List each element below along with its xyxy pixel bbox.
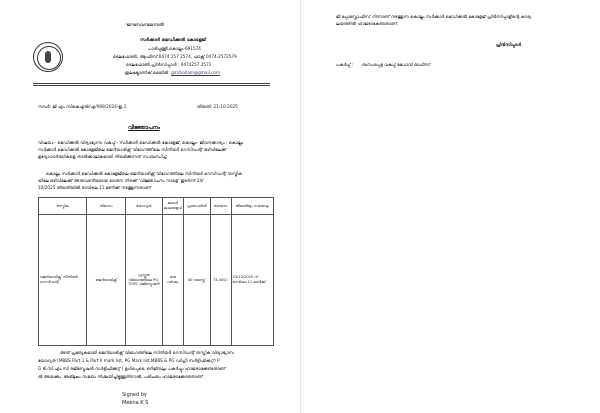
college-name: സർക്കാർ മെഡിക്കൽ കോളേജ് (140, 38, 207, 43)
table-cell-datetime: 24/10/2025 ന് രാവിലെ 11 മണിക്ക് (231, 215, 274, 346)
bottom-line-2: യോഗ്യത (MBBS Part 1 & Part II mark list, PG Mark list,MBBS & PG ഡിഗ്രി സർട്ടിഫിക്കറ്റ്) P (38, 358, 220, 363)
issue-date: തീയതി: 21-10-2025 (197, 104, 238, 109)
table-cell-age: 40 വയസ്സ് (183, 215, 210, 346)
bottom-line-1: അത് പ്രത്യേകമായി ജെറിയാട്രിക്സ് വിഭാഗത്തിലെ സീനിയർ റെസിഡന്റ് തസ്തിക വിദ്യാഭ്യാസ (60, 350, 235, 355)
table-header: തീയതിയും സമയവും (231, 198, 274, 215)
principal-label: പ്രിൻസിപ്പാൾ (496, 42, 522, 47)
intro-line-1: കൊല്ലം സർക്കാർ മെഡിക്കൽ കോളേജിലെ ജെറിയാട്രിക്സ് വിഭാഗത്തിലെ സീനിയർ റെസിഡന്റ് തസ്തിക (46, 171, 243, 176)
reference-number: നമ്പർ: ജി എം സികെഎൽ/എ/908/2024-ഇ 2 (38, 104, 127, 109)
college-emblem-icon (33, 42, 63, 72)
table-header: തസ്തിക (39, 198, 87, 215)
table-row (39, 215, 274, 346)
table-header: കരാർ കാലയളവ് (162, 198, 183, 215)
signed-by-label: Signed by (122, 392, 147, 398)
bottom-line-4: ൽ അയക്കും. അഭിമുഖം സമയം നിശ്ചയിച്ചിട്ടുള്ളതിനാൽ, പരിചയം ഹാജരാക്കേണ്ടതാണ്. (38, 374, 205, 379)
copy-to-label: പകർപ്പ് : (336, 62, 354, 67)
college-address: പാരിപ്പള്ളി,കൊല്ലം-691574 (148, 46, 201, 51)
email-label: ഇലക്ട്രോണിക് മെയിൽ: (125, 70, 170, 75)
table-header-row (39, 198, 274, 215)
intro-line-2: യിലേ ഒഴിവിലേക്ക് അനുവദനീയമായ വേതന നിരക്ക് 'വിജ്ഞാപനം നാളെ' തുടർന്ന് 24/ (38, 178, 204, 183)
table-header: വിഭാഗം (87, 198, 126, 215)
subject-line-1: വിഷയം:- മെഡിക്കൽ വിദ്യാഭ്യാസ വകുപ്പ് - സർക്കാർ മെഡിക്കൽ കോളേജ്, കൊല്ലം- ജീവനക്കാര്യം - കൊല്ലം (38, 140, 244, 145)
signer-name: Meena K S (122, 400, 149, 406)
subject-line-2: സർക്കാർ മെഡിക്കൽ കോളേജിലെ ജെറിയാട്രിക്സ് വിഭാഗത്തിലെ സീനിയർ റെസിഡന്റ് ഒഴിവിലേക്ക് (38, 147, 227, 152)
table-cell-dept: ജെറിയാട്രിക്സ് (87, 215, 126, 346)
right-line-1: ജി പ്പോസ്റ്റോഫീസ് നിന്നാണ് നടത്തുന്ന കൊല്ലം സർക്കാർ മെഡിക്കൽ കോളേജ് പ്രിൻസിപ്പാളിന്റെ കാര്യ (336, 14, 532, 19)
header-rule (33, 83, 270, 84)
table-header: വേതനം (210, 198, 231, 215)
table-header: യോഗ്യത (125, 198, 162, 215)
table-cell-salary: 73,500/- (210, 215, 231, 346)
table-header: പ്രായപരിധി (183, 198, 210, 215)
notice-heading: വിജ്ഞാപനം (128, 125, 160, 131)
subject-line-3: ഉദ്യോഗാർത്ഥികളെ താൽക്കാലികമായി നിയമിക്കുന്നത് സംബന്ധിച്ച് (38, 154, 167, 159)
table-cell-period: ഒരു വർഷം (162, 215, 183, 346)
top-note: "ജനസേവനമെന്നാൽ" (125, 22, 165, 27)
principal-phone: ടെലഫോൺ,പ്രിൻസിപ്പാൾ : 0474257 2572 (126, 62, 212, 67)
office-phone: ടെലഫോൺ, ആഫീസ്:0474 257 2574, ഫാക്സ് 0474-2572579 (113, 54, 237, 59)
copy-to-detail: ബന്ധപ്പെട്ട വകുപ്പ് മേധാവി ഓഫീസ് (362, 62, 431, 67)
intro-line-3: 10/2025 തീയതിയിൽ രാവിലെ 11 മണിക്ക് നടത്തുന്നതാണ് (38, 185, 152, 190)
page-divider (300, 0, 301, 413)
header-rule-thin (33, 85, 270, 86)
email-line (125, 70, 220, 76)
table-cell-qualification: പ്രസ്തുത വിഭാഗത്തിലെ PG, TCMC രജിസ്ട്രേഷൻ (125, 215, 162, 346)
right-line-2: ലയത്തിൽ ഹാജരാകേണ്ടതാണ്. (336, 21, 399, 26)
email-link[interactable]: gmckollam@gmail.com (171, 70, 221, 75)
table-cell-post: ജെറിയാട്രിക്സ് സീനിയർ റെസിഡന്റ് (39, 215, 87, 346)
vacancy-table (38, 197, 274, 346)
bottom-line-3: G ടി.സി.എം.സി രജിസ്ട്രേഷൻ സർട്ടിഫിക്കറ്റ് ) ഉൾപ്പെടെ, ഒറിജിനലും പകർപ്പും ഹാജരാക്കേണ്ടതാണ് (38, 366, 226, 371)
